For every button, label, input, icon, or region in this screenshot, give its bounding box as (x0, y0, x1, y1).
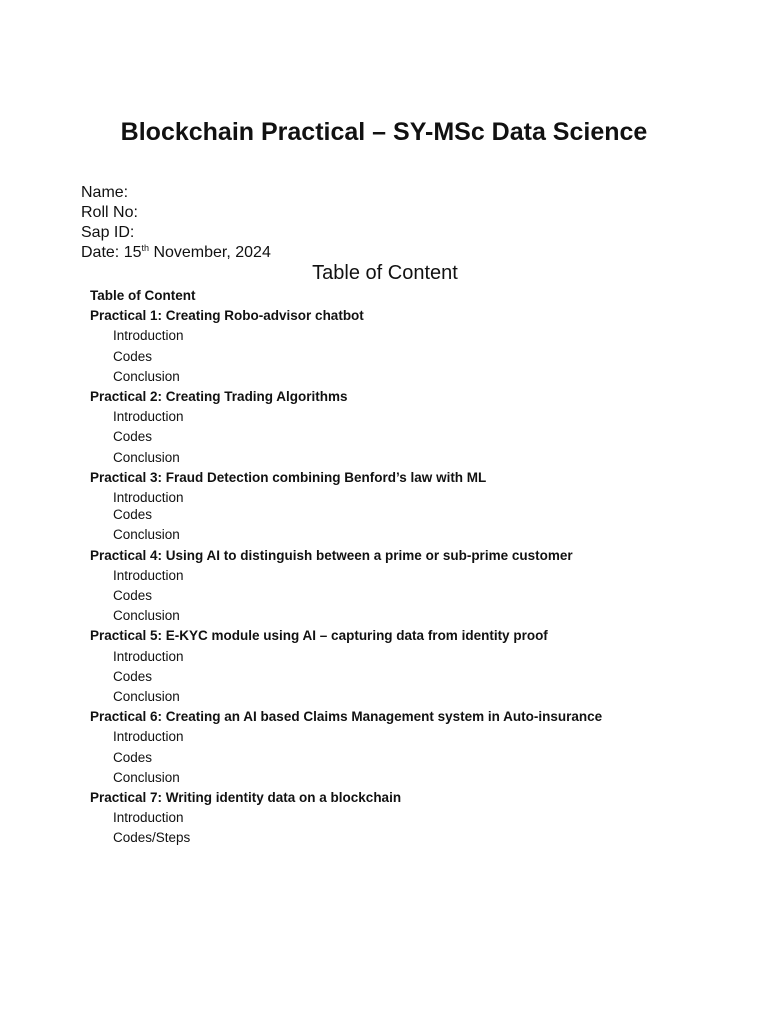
practical-title: Practical 1: Creating Robo-advisor chatbot (90, 308, 364, 324)
practical-4 (90, 546, 602, 627)
section-codes: Codes (113, 588, 153, 604)
practical-title: Practical 5: E-KYC module using AI – capturing data from identity proof (90, 628, 548, 644)
date-rest: November, 2024 (149, 244, 271, 261)
section-conclusion: Conclusion (113, 769, 180, 785)
student-details (81, 183, 271, 263)
section-codes: Codes (113, 507, 153, 523)
section-introduction: Introduction (113, 810, 184, 826)
section-codes: Codes (113, 429, 153, 445)
section-introduction: Introduction (113, 729, 184, 745)
section-codes: Codes (113, 348, 153, 364)
section-codes: Codes (113, 749, 153, 765)
practical-title: Practical 7: Writing identity data on a blockchain (90, 790, 402, 806)
section-introduction: Introduction (113, 648, 184, 664)
practical-title: Practical 6: Creating an AI based Claims Management system in Auto-insurance (90, 709, 603, 725)
practical-6 (90, 707, 602, 788)
section-conclusion: Conclusion (113, 449, 180, 465)
date-field (81, 243, 271, 263)
practical-title: Practical 4: Using AI to distinguish between a prime or sub-prime customer (90, 547, 573, 563)
section-conclusion: Conclusion (113, 368, 180, 384)
practical-5 (90, 626, 602, 707)
section-codes-steps: Codes/Steps (113, 830, 191, 846)
date-ordinal: th (141, 243, 149, 253)
practical-7 (90, 788, 602, 849)
toc-heading: Table of Content (312, 262, 458, 284)
name-field: Name: (81, 184, 129, 201)
practical-title: Practical 3: Fraud Detection combining Benford’s law with ML (90, 469, 487, 485)
date-label: Date: 15 (81, 244, 142, 261)
practical-title: Practical 2: Creating Trading Algorithms (90, 389, 348, 405)
roll-no-field: Roll No: (81, 204, 138, 221)
sap-id-field: Sap ID: (81, 224, 135, 241)
section-conclusion: Conclusion (113, 608, 180, 624)
practical-1 (90, 306, 602, 387)
practical-3 (90, 468, 602, 546)
section-conclusion: Conclusion (113, 689, 180, 705)
toc-inner-title: Table of Content (90, 288, 196, 303)
section-introduction: Introduction (113, 409, 184, 425)
practical-2 (90, 387, 602, 468)
document-title: Blockchain Practical – SY-MSc Data Science (120, 118, 648, 146)
section-codes: Codes (113, 668, 153, 684)
section-introduction: Introduction (113, 567, 184, 583)
section-conclusion: Conclusion (113, 527, 180, 543)
section-introduction: Introduction (113, 490, 184, 506)
table-of-contents (90, 286, 602, 849)
section-introduction: Introduction (113, 328, 184, 344)
